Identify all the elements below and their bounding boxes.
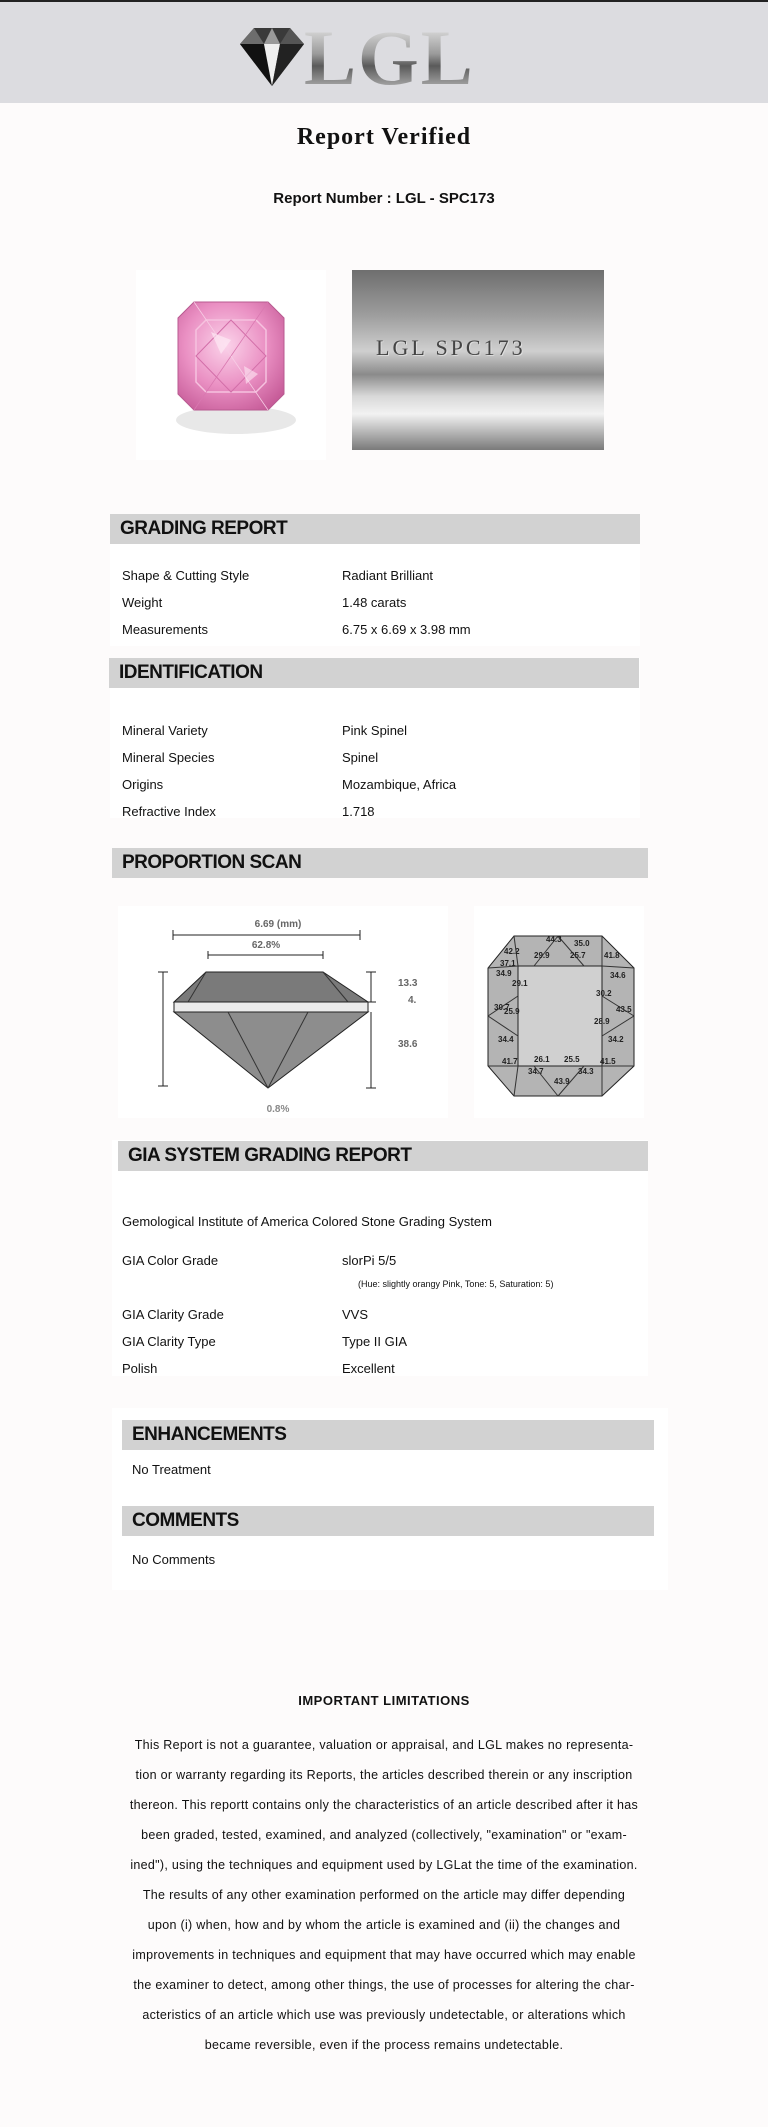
- facet-label: 41.7: [502, 1057, 518, 1066]
- facet-label: 43.5: [616, 1005, 632, 1014]
- report-number: Report Number : LGL - SPC173: [273, 190, 495, 207]
- crown-pct: 13.3: [398, 978, 418, 989]
- gia-heading: GIA SYSTEM GRADING REPORT: [118, 1141, 648, 1171]
- row-value: 1.48 carats: [342, 595, 407, 610]
- table-pct: 62.8%: [251, 940, 281, 951]
- limitations-line: the examiner to detect, among other things, the use of processes for altering the char-: [133, 1978, 635, 1992]
- inscription-text: LGL SPC173: [376, 335, 526, 360]
- facet-label: 35.0: [574, 939, 590, 948]
- proportion-scan-heading: PROPORTION SCAN: [112, 848, 648, 878]
- facet-label: 42.2: [504, 947, 520, 956]
- limitations-heading: IMPORTANT LIMITATIONS: [298, 1693, 470, 1708]
- limitations-line: This Report is not a guarantee, valuation or appraisal, and LGL makes no representa-: [134, 1738, 634, 1752]
- proportion-side-diagram: [118, 906, 448, 1118]
- facet-label: 25.7: [570, 951, 586, 960]
- gem-photo: [136, 270, 326, 460]
- row-value: 6.75 x 6.69 x 3.98 mm: [342, 622, 471, 637]
- comments-value: No Comments: [132, 1552, 216, 1567]
- diamond-icon: [232, 22, 312, 92]
- row-value: slorPi 5/5: [342, 1253, 397, 1268]
- grading-report-heading: GRADING REPORT: [110, 514, 640, 544]
- row-value: Mozambique, Africa: [342, 777, 457, 792]
- culet-pct: 0.8%: [266, 1104, 290, 1115]
- row-label: Weight: [122, 595, 163, 610]
- row-value: Excellent: [342, 1361, 395, 1376]
- facet-label: 34.3: [578, 1067, 594, 1076]
- limitations-line: The results of any other examination performed on the article may differ depending: [142, 1888, 626, 1902]
- facet-label: 37.1: [500, 959, 516, 968]
- pavilion-pct: 38.6: [398, 1039, 418, 1050]
- facet-label: 29.1: [512, 979, 528, 988]
- facet-label: 44.3: [546, 935, 562, 944]
- row-label: Mineral Variety: [122, 723, 208, 738]
- facet-label: 41.8: [604, 951, 620, 960]
- row-label: GIA Clarity Type: [122, 1334, 216, 1349]
- facet-label: 41.5: [600, 1057, 616, 1066]
- identification-heading: IDENTIFICATION: [109, 658, 639, 688]
- limitations-text: [118, 1730, 650, 2060]
- facet-label: 25.9: [504, 1007, 520, 1016]
- limitations-line: thereon. This reportt contains only the characteristics of an article described after it has: [129, 1798, 639, 1812]
- row-label: Measurements: [122, 622, 208, 637]
- row-label: Mineral Species: [122, 750, 215, 765]
- row-value: Radiant Brilliant: [342, 568, 434, 583]
- row-value: VVS: [342, 1307, 369, 1322]
- row-value: Spinel: [342, 750, 379, 765]
- comments-heading: COMMENTS: [122, 1506, 654, 1536]
- page-title: Report Verified: [296, 124, 472, 150]
- lgl-logo[interactable]: [232, 14, 492, 101]
- enhancements-heading: ENHANCEMENTS: [122, 1420, 654, 1450]
- girdle-pct: 4.: [408, 995, 417, 1006]
- row-label: GIA Color Grade: [122, 1253, 219, 1268]
- enhancements-value: No Treatment: [132, 1462, 211, 1477]
- facet-label: 28.9: [594, 1017, 610, 1026]
- row-value: 1.718: [342, 804, 375, 819]
- facet-label: 34.7: [528, 1067, 544, 1076]
- facet-label: 30.2: [596, 989, 612, 998]
- facet-label: 34.9: [496, 969, 512, 978]
- row-label: Refractive Index: [122, 804, 216, 819]
- color-grade-note: (Hue: slightly orangy Pink, Tone: 5, Saturation: 5): [358, 1279, 554, 1289]
- gia-system-text: Gemological Institute of America Colored Stone Grading System: [122, 1214, 492, 1229]
- proportion-top-diagram: [474, 906, 644, 1118]
- limitations-line: improvements in techniques and equipment that may have occurred which may enable: [132, 1948, 636, 1962]
- width-label: 6.69 (mm): [254, 919, 302, 930]
- facet-label: 34.4: [498, 1035, 514, 1044]
- facet-label: 34.2: [608, 1035, 624, 1044]
- facet-label: 29.9: [534, 951, 550, 960]
- row-label: Shape & Cutting Style: [122, 568, 250, 583]
- row-value: Pink Spinel: [342, 723, 408, 738]
- limitations-line: upon (i) when, how and by whom the article is examined and (ii) the changes and: [147, 1918, 621, 1932]
- limitations-line: tion or warranty regarding its Reports, the articles described therein or any inscription: [135, 1768, 633, 1782]
- facet-label: 30.7: [494, 1003, 510, 1012]
- limitations-line: been graded, tested, examined, and analyzed (collectively, "examination" or "exam-: [141, 1828, 627, 1842]
- limitations-line: ined"), using the techniques and equipment used by LGLat the time of the examination.: [130, 1858, 638, 1872]
- header-bar: [0, 2, 768, 103]
- limitations-line: acteristics of an article which use was previously undetectable, or alterations which: [142, 2008, 626, 2022]
- row-label: GIA Clarity Grade: [122, 1307, 224, 1322]
- facet-label: 26.1: [534, 1055, 550, 1064]
- facet-label: 34.6: [610, 971, 626, 980]
- row-label: Polish: [122, 1361, 158, 1376]
- facet-label: 43.9: [554, 1077, 570, 1086]
- row-value: Type II GIA: [342, 1334, 408, 1349]
- row-label: Origins: [122, 777, 164, 792]
- logo-text: LGL: [304, 14, 475, 101]
- inscription-photo: [352, 270, 604, 450]
- facet-label: 25.5: [564, 1055, 580, 1064]
- limitations-line: became reversible, even if the process remains undetectable.: [204, 2038, 564, 2052]
